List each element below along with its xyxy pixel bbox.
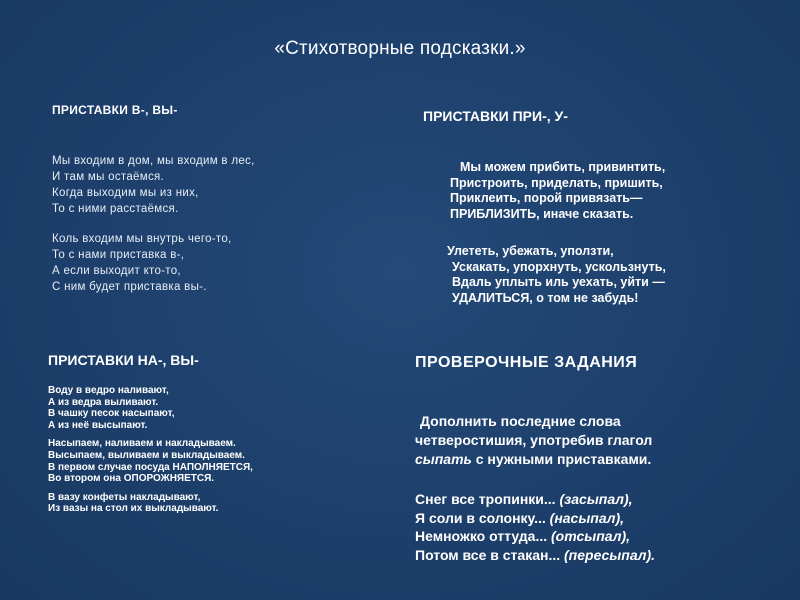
heading-v-vy: ПРИСТАВКИ В-, ВЫ- — [52, 103, 178, 117]
instruction-line: четверостишия, употребив глагол — [415, 432, 653, 448]
poem-line: Пристроить, приделать, пришить, — [450, 175, 663, 190]
poem-line: Коль входим мы внутрь чего-то, — [52, 233, 232, 245]
poem-line: С ним будет приставка вы-. — [52, 281, 207, 293]
poem-line: В вазу конфеты накладывают, — [48, 491, 201, 503]
block-v-vy — [52, 103, 255, 309]
poem-line: Мы можем прибить, привинтить, — [460, 160, 666, 174]
instruction-verb: сыпать — [415, 451, 472, 467]
answer-text: Потом все в стакан... — [415, 546, 565, 563]
task-instruction — [415, 412, 652, 469]
task-answers — [415, 490, 655, 564]
slide-title: «Стихотворные подсказки.» — [274, 38, 526, 59]
poem-line: Улететь, убежать, уползти, — [447, 244, 614, 258]
stanza-1 — [52, 153, 255, 217]
poem-line: В чашку песок насыпают, — [48, 408, 175, 420]
answer-line — [415, 527, 655, 546]
poem-line: Вдаль уплыть иль уехать, уйти — — [452, 275, 665, 289]
poem-line: Из вазы на стол их выкладывают. — [48, 503, 219, 515]
poem-line: А из неё высыпают. — [48, 419, 148, 431]
poem-line: Высыпаем, выливаем и выкладываем. — [48, 449, 245, 461]
poem-line: Ускакать, упорхнуть, ускользнуть, — [452, 259, 666, 274]
answer-text: Немножко оттуда... — [415, 528, 552, 544]
answer-value: (пересыпал). — [564, 546, 656, 563]
answer-value: (засыпал), — [559, 491, 633, 507]
heading-na-vy: ПРИСТАВКИ НА-, ВЫ- — [48, 352, 199, 368]
poem-line: А из ведра выливают. — [48, 396, 159, 408]
instruction-rest: с нужными приставками. — [471, 451, 652, 467]
answer-text: Снег все тропинки... — [415, 491, 560, 507]
poem-line: То с нами приставка в-, — [52, 249, 185, 261]
stanza-2 — [52, 231, 255, 295]
answer-value: (отсыпал), — [551, 528, 631, 544]
poem-line: И там мы остаёмся. — [52, 171, 165, 183]
poem-line: То с ними расстаёмся. — [52, 203, 179, 215]
poem-line: Во втором она ОПОРОЖНЯЕТСЯ. — [48, 473, 215, 485]
answer-line — [415, 546, 655, 565]
instruction-line — [415, 450, 652, 469]
poem-line: Когда выходим мы из них, — [52, 187, 199, 199]
heading-pri-u: ПРИСТАВКИ ПРИ-, У- — [423, 108, 568, 124]
poem-na-vy — [48, 385, 253, 515]
poem-line: В первом случае посуда НАПОЛНЯЕТСЯ, — [48, 461, 253, 473]
poem-line: УДАЛИТЬСЯ, о том не забудь! — [452, 290, 639, 305]
answer-line — [415, 490, 655, 509]
poem-line: Воду в ведро наливают, — [48, 385, 169, 396]
poem-pri-u-stanza-1 — [450, 160, 665, 222]
poem-pri-u-stanza-2 — [447, 244, 666, 306]
instruction-line: Дополнить последние слова — [420, 413, 621, 429]
poem-line: ПРИБЛИЗИТЬ, иначе сказать. — [450, 206, 634, 221]
answer-line — [415, 509, 655, 528]
answer-text: Я соли в солонку... — [415, 509, 550, 526]
poem-v-vy — [52, 153, 255, 295]
heading-tasks: ПРОВЕРОЧНЫЕ ЗАДАНИЯ — [415, 354, 638, 371]
answer-value: (насыпал), — [549, 509, 625, 526]
poem-line: Приклеить, порой привязать— — [450, 191, 643, 205]
poem-line: Насыпаем, наливаем и накладываем. — [48, 438, 236, 450]
poem-line: Мы входим в дом, мы входим в лес, — [52, 155, 255, 167]
poem-line: А если выходит кто-то, — [52, 265, 181, 277]
